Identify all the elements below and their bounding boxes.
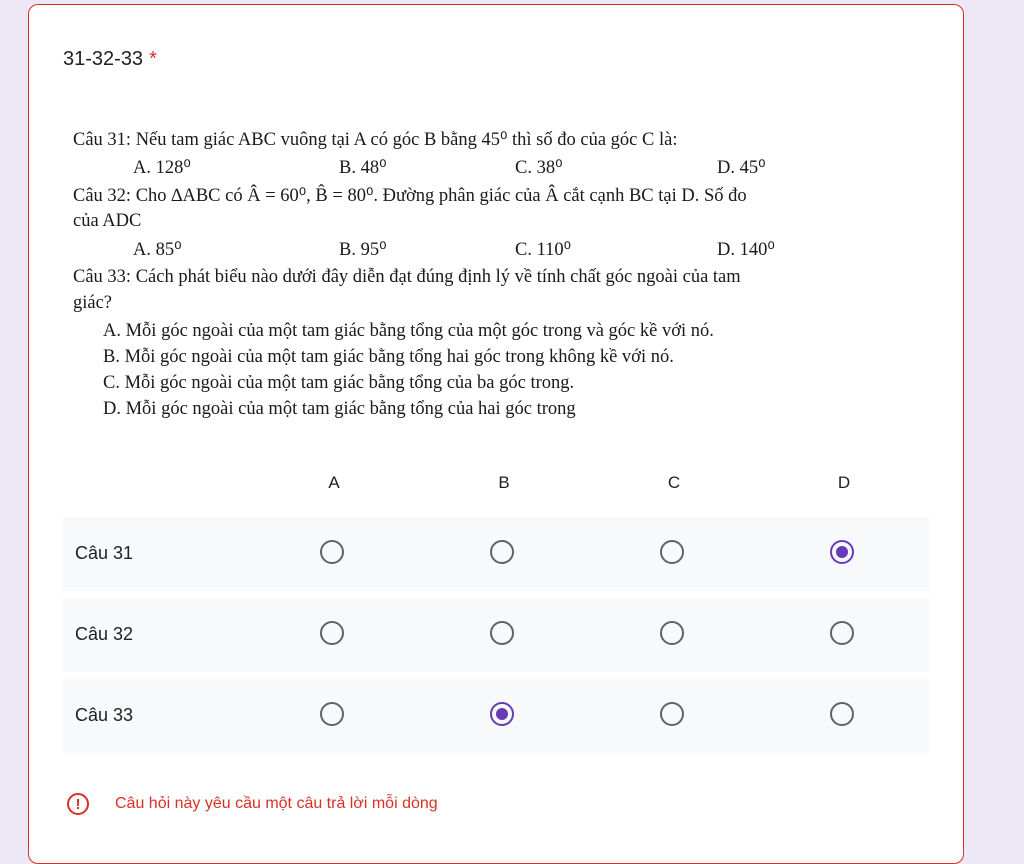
radio-cau33-c[interactable] xyxy=(660,702,684,726)
row-label: Câu 31 xyxy=(75,543,134,563)
radio-cau33-a[interactable] xyxy=(320,702,344,726)
radio-cau33-d[interactable] xyxy=(830,702,854,726)
q33-option-d: D. Mỗi góc ngoài của một tam giác bằng tổng của hai góc trong xyxy=(103,399,576,419)
error-icon: ! xyxy=(67,793,89,815)
radio-cau32-c[interactable] xyxy=(660,621,684,645)
radio-cau31-b[interactable] xyxy=(490,540,514,564)
required-asterisk: * xyxy=(149,48,157,70)
radio-cau33-b[interactable] xyxy=(490,702,514,726)
q32-stem-line1: Câu 32: Cho ∆ABC có Â = 60⁰, B̂ = 80⁰. Đường phân giác của Â cắt cạnh BC tại D. Số đo xyxy=(73,186,747,206)
q33-stem-line1: Câu 33: Cách phát biểu nào dưới đây diễn đạt đúng định lý về tính chất góc ngoài của tam xyxy=(73,267,741,287)
row-label: Câu 33 xyxy=(75,705,134,725)
q31-option-b: B. 48⁰ xyxy=(339,158,387,178)
radio-cau32-b[interactable] xyxy=(490,621,514,645)
q32-stem-line2: của ADC xyxy=(73,211,142,231)
q31-option-a: A. 128⁰ xyxy=(133,158,191,178)
grid-row-cau-33 xyxy=(63,679,929,753)
column-header-c: C xyxy=(667,473,681,492)
q33-option-c: C. Mỗi góc ngoài của một tam giác bằng tổng của ba góc trong. xyxy=(103,373,575,393)
q32-option-b: B. 95⁰ xyxy=(339,240,387,260)
q32-option-d: D. 140⁰ xyxy=(717,240,775,260)
question-card xyxy=(28,4,964,864)
radio-cau31-a[interactable] xyxy=(320,540,344,564)
q31-option-d: D. 45⁰ xyxy=(717,158,766,178)
validation-error xyxy=(67,793,438,815)
column-header-b: B xyxy=(498,473,510,492)
radio-cau31-d[interactable] xyxy=(830,540,854,564)
row-label: Câu 32 xyxy=(75,624,134,644)
q32-option-a: A. 85⁰ xyxy=(133,240,182,260)
q33-stem-line2: giác? xyxy=(73,293,113,313)
q33-option-b: B. Mỗi góc ngoài của một tam giác bằng tổng hai góc trong không kề với nó. xyxy=(103,347,674,367)
column-header-d: D xyxy=(837,473,851,492)
q33-option-a: A. Mỗi góc ngoài của một tam giác bằng tổng của một góc trong và góc kề với nó. xyxy=(103,321,714,341)
column-header-a: A xyxy=(328,473,340,492)
q32-option-c: C. 110⁰ xyxy=(515,240,572,260)
q31-stem: Câu 31: Nếu tam giác ABC vuông tại A có góc B bằng 45⁰ thì số đo của góc C là: xyxy=(73,130,678,150)
grid-row-cau-32 xyxy=(63,598,929,672)
radio-cau31-c[interactable] xyxy=(660,540,684,564)
radio-cau32-a[interactable] xyxy=(320,621,344,645)
question-title xyxy=(63,48,157,71)
q31-option-c: C. 38⁰ xyxy=(515,158,563,178)
grid-row-cau-31 xyxy=(63,517,929,591)
radio-cau32-d[interactable] xyxy=(830,621,854,645)
question-title-text: 31-32-33 xyxy=(63,48,144,70)
error-message: Câu hỏi này yêu cầu một câu trả lời mỗi dòng xyxy=(115,795,438,812)
